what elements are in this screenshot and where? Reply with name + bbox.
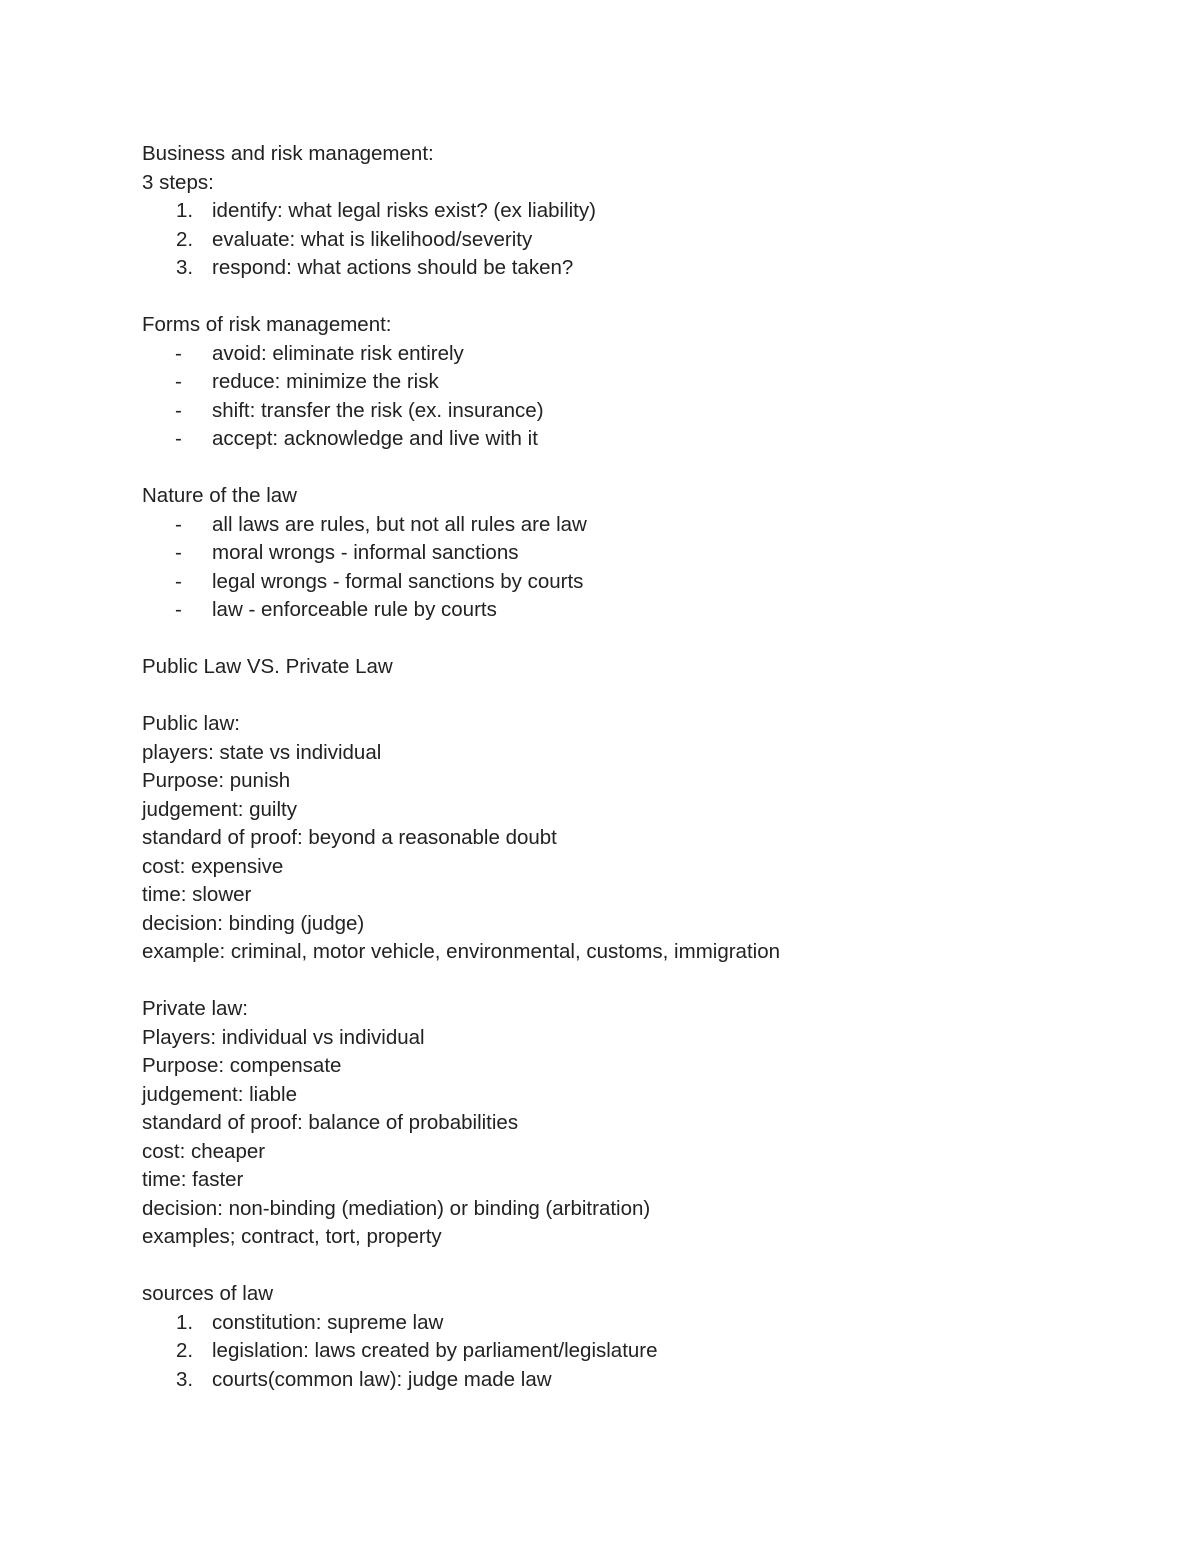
- section-heading-public-law: Public law:: [142, 712, 240, 735]
- text-line: Purpose: punish: [142, 769, 291, 792]
- list-item-text: legislation: laws created by parliament/legislature: [212, 1339, 658, 1362]
- text-line: Purpose: compensate: [142, 1054, 342, 1077]
- text-line: cost: expensive: [142, 854, 284, 878]
- list-item-text: respond: what actions should be taken?: [212, 256, 574, 279]
- list-item: [142, 539, 1142, 568]
- text-line: players: state vs individual: [142, 740, 382, 764]
- list-item: [142, 1337, 1142, 1366]
- text-line: standard of proof: balance of probabilities: [142, 1111, 519, 1134]
- list-item: [142, 1366, 1142, 1395]
- spacer: [142, 283, 1142, 312]
- list-item-text: law - enforceable rule by courts: [212, 598, 497, 621]
- spacer: [142, 967, 1142, 996]
- document-page: [142, 140, 1142, 1394]
- list-item: [142, 397, 1142, 426]
- section-heading-private-law: Private law:: [142, 997, 248, 1020]
- list-item-text: courts(common law): judge made law: [212, 1367, 552, 1391]
- list-item: [142, 226, 1142, 255]
- text-line: time: slower: [142, 883, 252, 906]
- list-marker: 1.: [176, 1310, 194, 1334]
- list-marker: -: [175, 512, 182, 536]
- list-marker: 3.: [176, 256, 194, 279]
- text-line: examples; contract, tort, property: [142, 1225, 442, 1248]
- list-marker: 2.: [176, 1339, 194, 1362]
- text-line: standard of proof: beyond a reasonable doubt: [142, 826, 557, 849]
- list-item-text: reduce: minimize the risk: [212, 370, 439, 393]
- list-item: [142, 568, 1142, 597]
- list-marker: -: [175, 427, 182, 450]
- list-item-text: constitution: supreme law: [212, 1310, 444, 1334]
- spacer: [142, 682, 1142, 711]
- spacer: [142, 454, 1142, 483]
- list-marker: 3.: [176, 1367, 194, 1391]
- list-item: [142, 1309, 1142, 1338]
- list-item-text: moral wrongs - informal sanctions: [212, 541, 519, 564]
- text-line: time: faster: [142, 1168, 244, 1191]
- text-line: decision: binding (judge): [142, 911, 365, 935]
- text-line: Players: individual vs individual: [142, 1025, 425, 1049]
- list-marker: 1.: [176, 199, 194, 222]
- section-heading-risk-management: Business and risk management:: [142, 142, 434, 165]
- list-marker: -: [175, 370, 182, 393]
- list-item: [142, 368, 1142, 397]
- section-heading-comparison: Public Law VS. Private Law: [142, 655, 393, 678]
- list-item: [142, 596, 1142, 625]
- list-item: [142, 254, 1142, 283]
- spacer: [142, 1252, 1142, 1281]
- list-item-text: identify: what legal risks exist? (ex liability): [212, 199, 596, 222]
- text-line: example: criminal, motor vehicle, environmental, customs, immigration: [142, 940, 781, 963]
- list-item-text: avoid: eliminate risk entirely: [212, 341, 464, 365]
- list-item-text: accept: acknowledge and live with it: [212, 427, 538, 450]
- spacer: [142, 625, 1142, 654]
- text-line: judgement: liable: [142, 1082, 297, 1106]
- list-item-text: legal wrongs - formal sanctions by courts: [212, 569, 584, 593]
- steps-subheading: 3 steps:: [142, 170, 214, 194]
- list-marker: -: [175, 398, 182, 422]
- section-heading-forms: Forms of risk management:: [142, 313, 392, 336]
- list-item: [142, 511, 1142, 540]
- text-line: decision: non-binding (mediation) or binding (arbitration): [142, 1196, 651, 1220]
- list-marker: -: [175, 341, 182, 365]
- section-heading-nature: Nature of the law: [142, 484, 297, 507]
- text-line: cost: cheaper: [142, 1139, 266, 1163]
- list-item-text: all laws are rules, but not all rules are law: [212, 512, 587, 536]
- list-item: [142, 197, 1142, 226]
- list-marker: 2.: [176, 227, 194, 251]
- text-line: judgement: guilty: [142, 797, 297, 821]
- section-heading-sources: sources of law: [142, 1282, 274, 1305]
- list-item-text: evaluate: what is likelihood/severity: [212, 227, 533, 251]
- list-marker: -: [175, 541, 182, 564]
- list-marker: -: [175, 598, 182, 621]
- list-marker: -: [175, 569, 182, 593]
- list-item: [142, 340, 1142, 369]
- list-item: [142, 425, 1142, 454]
- list-item-text: shift: transfer the risk (ex. insurance): [212, 398, 544, 422]
